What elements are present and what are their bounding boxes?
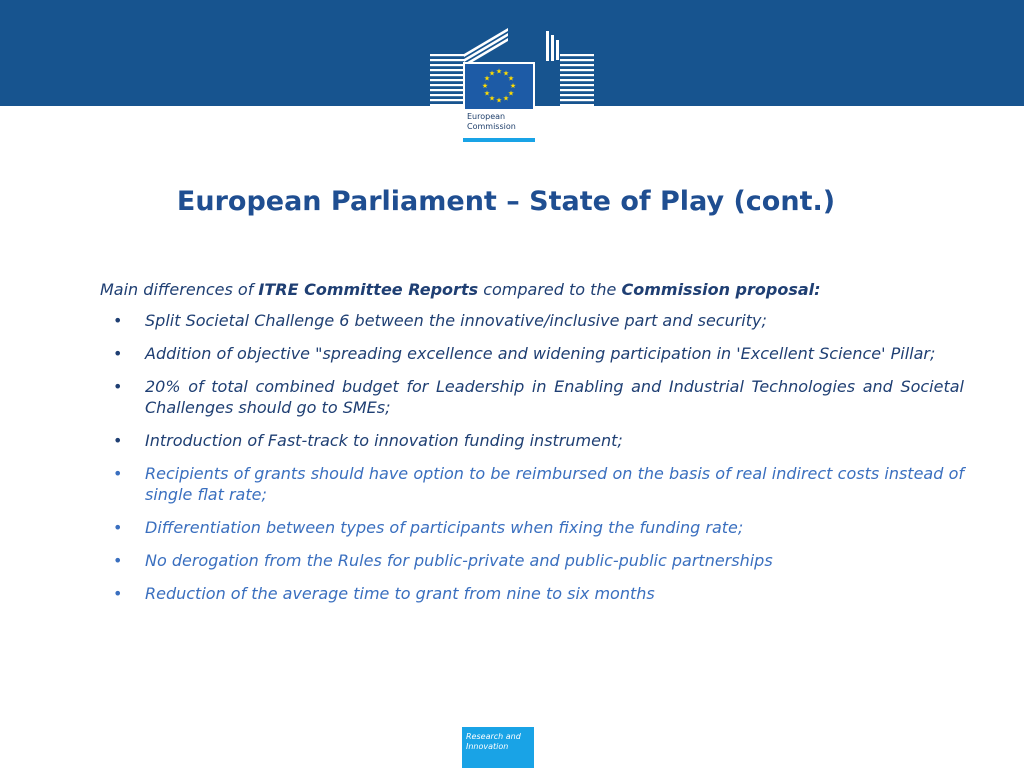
list-item-text: Introduction of Fast-track to innovation funding instrument; [145,431,623,450]
svg-text:★: ★ [507,74,515,83]
footer-line2: Innovation [466,742,509,751]
slide-body [100,279,964,616]
list-item [100,343,964,364]
bullet-icon: • [113,464,123,483]
list-item [100,583,964,604]
research-innovation-badge [462,727,534,768]
bullet-icon: • [113,377,123,396]
svg-text:★: ★ [495,96,503,105]
bullet-icon: • [113,431,123,450]
svg-text:★: ★ [483,89,491,98]
list-item-text: Differentiation between types of participants when fixing the funding rate; [145,518,744,537]
list-item [100,310,964,331]
list-item [100,517,964,538]
list-item [100,463,964,505]
bullet-icon: • [113,518,123,537]
list-item-text: Addition of objective "spreading excellence and widening participation in 'Excellent Science' Pillar; [145,344,936,363]
svg-text:★: ★ [488,94,496,103]
svg-text:★: ★ [495,67,503,76]
intro-text-2: compared to the [478,280,622,299]
slide-title: European Parliament – State of Play (cont.) [176,186,836,217]
differences-list [100,310,964,604]
bullet-icon: • [113,311,123,330]
svg-text:★: ★ [502,94,510,103]
logo-label-line2: Commission [467,122,516,131]
logo-label [463,110,535,136]
list-item-text: No derogation from the Rules for public-private and public-public partnerships [145,551,773,570]
logo-label-line1: European [467,112,506,121]
bullet-icon: • [113,551,123,570]
svg-text:★: ★ [509,82,517,90]
intro-bold-itre: ITRE Committee Reports [258,280,479,299]
list-item-text: Split Societal Challenge 6 between the innovative/inclusive part and security; [145,311,767,330]
intro-text-1: Main differences of [100,280,259,299]
list-item-text: 20% of total combined budget for Leadership in Enabling and Industrial Technologies and Societal Challenges should go to SMEs; [145,377,964,417]
svg-text:★: ★ [507,89,515,98]
svg-text:★: ★ [488,69,496,78]
list-item-text: Recipients of grants should have option to be reimbursed on the basis of real indirect costs instead of single flat rate; [145,464,964,504]
intro-line [100,279,964,300]
footer-line1: Research and [466,732,521,741]
svg-text:★: ★ [481,82,489,90]
list-item-text: Reduction of the average time to grant from nine to six months [145,584,655,603]
list-item [100,550,964,571]
list-item [100,376,964,418]
bullet-icon: • [113,344,123,363]
svg-text:★: ★ [502,69,510,78]
svg-text:★: ★ [483,74,491,83]
list-item [100,430,964,451]
intro-bold-commission: Commission proposal: [621,280,821,299]
bullet-icon: • [113,584,123,603]
